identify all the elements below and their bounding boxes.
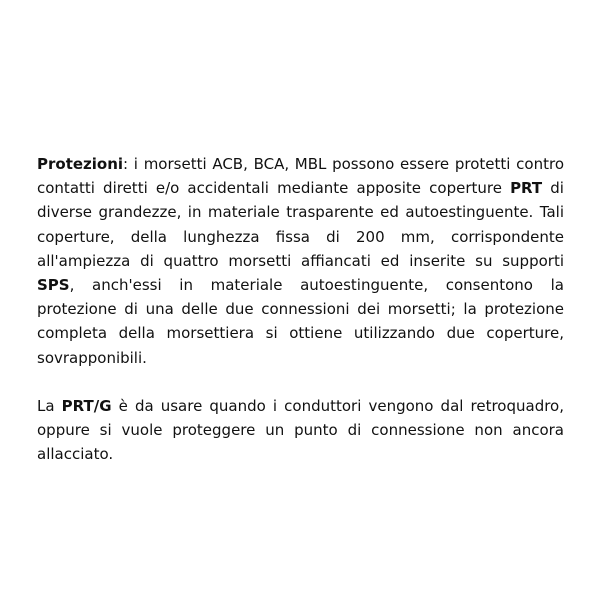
document-body [37, 152, 564, 466]
paragraph-protezioni [37, 152, 564, 370]
term-sps: SPS [37, 276, 70, 295]
term-prtg: PRT/G [61, 396, 112, 415]
paragraph1-text-c: , anch'essi in materiale autoestinguente, consentono la protezione di una delle due connessioni dei morsetti; la protezione completa della morsettiera si ottiene utilizzando due coperture, sovrapponibili. [37, 276, 564, 367]
paragraph1-text-b: di diverse grandezze, in materiale trasparente ed autoestinguente. Tali coperture, della lunghezza fissa di 200 mm, corrispondente all'ampiezza di quattro morsetti affiancati ed inserite su supporti [37, 179, 564, 270]
paragraph-prtg [37, 394, 564, 467]
term-prt: PRT [510, 179, 543, 198]
paragraph2-text-a: La [37, 396, 62, 415]
paragraph2-text-b: è da usare quando i conduttori vengono dal retroquadro, oppure si vuole proteggere un punto di connessione non ancora allacciato. [37, 396, 564, 464]
term-protezioni: Protezioni [37, 155, 124, 173]
paragraph1-text-a: : i morsetti ACB, BCA, MBL possono essere protetti contro contatti diretti e/o accidentali mediante apposite coperture [37, 155, 564, 198]
